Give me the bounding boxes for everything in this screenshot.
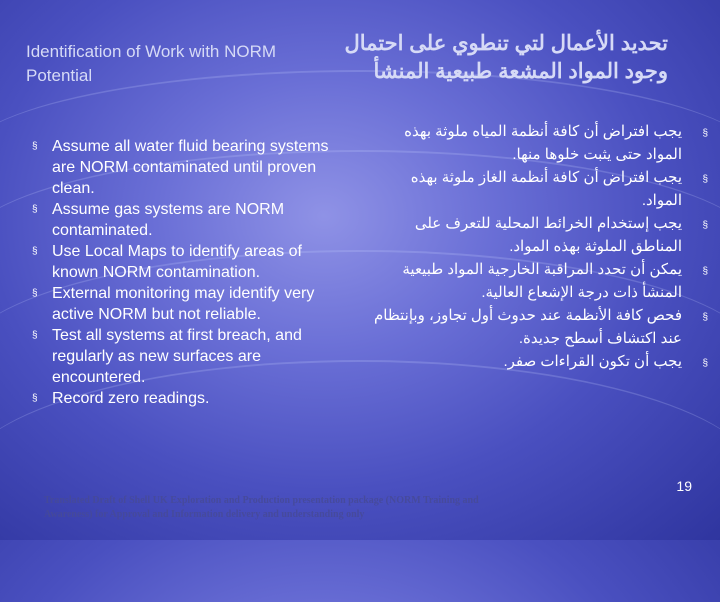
bullet-text: Assume gas systems are NORM contaminated. <box>52 201 285 239</box>
slide-title-arabic: تحديد الأعمال لتي تنطوي على احتمال وجود المواد المشعة طبيعية المنشأ <box>344 32 668 83</box>
list-item <box>368 258 708 304</box>
slide-title-english: Identification of Work with NORM Potential <box>26 42 277 85</box>
list-item <box>32 199 342 241</box>
bullet-text: External monitoring may identify very active NORM but not reliable. <box>52 285 315 323</box>
bullet-list-english <box>32 136 342 409</box>
bullet-text: يجب أن تكون القراءات صفر. <box>503 353 682 370</box>
list-item <box>32 325 342 388</box>
bullet-icon: § <box>32 141 38 152</box>
bullet-text: Assume all water fluid bearing systems are NORM contaminated until proven clean. <box>52 138 329 197</box>
bullet-text: فحص كافة الأنظمة عند حدوث أول تجاوز، وبإنتظام عند اكتشاف أسطح جديدة. <box>373 307 682 347</box>
bullet-icon: § <box>32 393 38 404</box>
bullet-text: يمكن أن تحدد المراقبة الخارجية المواد طبيعية المنشأ ذات درجة الإشعاع العالية. <box>402 261 682 301</box>
list-item <box>368 304 708 350</box>
bullet-text: Test all systems at first breach, and regularly as new surfaces are encountered. <box>52 327 302 386</box>
bullet-icon: § <box>32 246 38 257</box>
bullet-icon: § <box>32 288 38 299</box>
list-item <box>32 241 342 283</box>
list-item <box>368 166 708 212</box>
list-item <box>368 350 708 373</box>
bullet-icon: § <box>702 220 708 231</box>
bullet-text: Record zero readings. <box>52 390 210 407</box>
bullet-icon: § <box>702 266 708 277</box>
footer-note: Translated Draft of Shell UK Exploration and Production presentation package (NORM Training and Awareness) for Approval and Information delivery and understanding only <box>44 495 479 520</box>
bullet-icon: § <box>702 358 708 369</box>
page-number: 19 <box>676 478 692 494</box>
bullet-icon: § <box>32 204 38 215</box>
bullet-icon: § <box>702 312 708 323</box>
list-item <box>32 136 342 199</box>
list-item <box>368 120 708 166</box>
bullet-icon: § <box>702 174 708 185</box>
bullet-text: يجب افتراض أن كافة أنظمة المياه ملوثة بهذه المواد حتى يثبت خلوها منها. <box>404 123 682 163</box>
bullet-list-arabic <box>368 120 708 373</box>
bullet-text: يجب افتراض أن كافة أنظمة الغاز ملوثة بهذه المواد. <box>410 169 682 209</box>
list-item <box>32 283 342 325</box>
bullet-text: يجب إستخدام الخرائط المحلية للتعرف على المناطق الملوثة بهذه المواد. <box>414 215 682 255</box>
list-item <box>368 212 708 258</box>
bullet-icon: § <box>32 330 38 341</box>
bullet-text: Use Local Maps to identify areas of known NORM contamination. <box>52 243 302 281</box>
list-item <box>32 388 342 409</box>
bullet-icon: § <box>702 128 708 139</box>
